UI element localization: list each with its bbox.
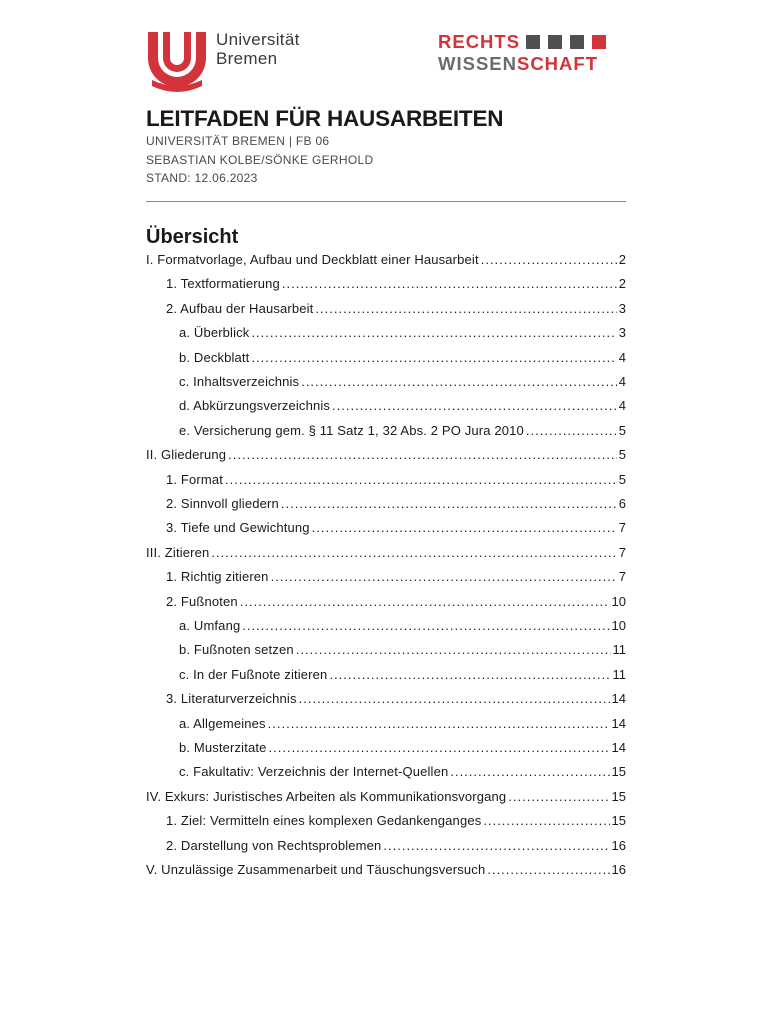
toc-entry-title: c. In der Fußnote zitieren [179, 666, 328, 682]
toc-dot-leader [269, 740, 610, 755]
toc-entry-title: V. Unzulässige Zusammenarbeit und Täuschungsversuch [146, 862, 486, 877]
toc-entry[interactable] [179, 642, 626, 657]
toc-entry[interactable] [166, 594, 626, 609]
toc-entry[interactable] [179, 350, 626, 365]
toc-entry-page: 7 [618, 520, 626, 536]
toc-dot-leader [312, 520, 617, 535]
toc-entry-title: 2. Sinnvoll gliedern [166, 496, 279, 511]
toc-entry[interactable] [146, 545, 626, 560]
toc-entry-page: 5 [618, 471, 626, 487]
toc-entry-title: 2. Fußnoten [166, 593, 238, 609]
logo-square-icon [570, 35, 584, 49]
toc-entry-page: 10 [611, 618, 626, 633]
toc-entry-page: 16 [611, 837, 626, 853]
toc-entry-title: b. Deckblatt [179, 349, 250, 365]
university-name-line2: Bremen [216, 49, 278, 68]
toc-dot-leader [211, 545, 616, 560]
toc-dot-leader [483, 813, 609, 828]
toc-dot-leader [225, 472, 617, 487]
toc-entry-title: I. Formatvorlage, Aufbau und Deckblatt einer Hausarbeit [146, 252, 479, 267]
toc-entry-page: 15 [611, 813, 626, 829]
toc-entry-page: 4 [618, 349, 626, 365]
toc-dot-leader [315, 301, 616, 316]
toc-entry[interactable] [146, 862, 626, 877]
toc-entry[interactable] [166, 520, 626, 535]
logo-square-icon [526, 35, 540, 49]
toc-entry[interactable] [166, 691, 626, 706]
toc-entry-page: 14 [611, 715, 626, 731]
faculty-logo [438, 31, 606, 75]
toc-entry[interactable] [179, 374, 626, 389]
toc-entry-page: 3 [618, 300, 626, 316]
toc-dot-leader [299, 691, 610, 706]
toc-dot-leader [526, 423, 617, 438]
toc-dot-leader [332, 398, 617, 413]
toc-entry[interactable] [166, 276, 626, 291]
toc-entry-title: II. Gliederung [146, 447, 227, 463]
toc-entry-page: 5 [618, 422, 626, 438]
toc-entry-title: III. Zitieren [146, 544, 210, 560]
toc-entry[interactable] [179, 740, 626, 755]
toc-entry[interactable] [179, 716, 626, 731]
toc-entry[interactable] [179, 325, 626, 340]
toc-entry-page: 3 [618, 325, 626, 341]
toc-entry-page: 2 [618, 276, 626, 292]
toc-dot-leader [296, 642, 611, 657]
section-divider [146, 201, 626, 202]
document-meta-line: SEBASTIAN KOLBE/SÖNKE GERHOLD [146, 153, 374, 167]
toc-entry-page: 11 [612, 642, 626, 658]
toc-entry[interactable] [179, 764, 626, 779]
toc-entry-title: b. Fußnoten setzen [179, 642, 294, 658]
toc-entry-page: 5 [618, 447, 626, 463]
toc-entry-title: 2. Aufbau der Hausarbeit [166, 300, 314, 316]
toc-entry[interactable] [179, 423, 626, 438]
toc-entry-title: 3. Literaturverzeichnis [166, 691, 297, 707]
toc-dot-leader [301, 374, 617, 389]
toc-entry-title: a. Überblick [179, 325, 250, 341]
toc-entry-title: 1. Richtig zitieren [166, 569, 269, 585]
toc-dot-leader [383, 838, 609, 853]
toc-entry[interactable] [146, 252, 626, 267]
toc-heading: Übersicht [146, 226, 239, 248]
toc-entry[interactable] [179, 667, 626, 682]
toc-entry[interactable] [166, 813, 626, 828]
toc-entry-page: 10 [611, 593, 626, 609]
toc-entry-title: 2. Darstellung von Rechtsproblemen [166, 837, 382, 853]
toc-entry-title: 1. Format [166, 471, 223, 487]
toc-entry-title: 3. Tiefe und Gewichtung [166, 520, 310, 536]
document-title: LEITFADEN FÜR HAUSARBEITEN [146, 106, 504, 131]
toc-dot-leader [271, 569, 617, 584]
university-logo [146, 30, 300, 92]
document-meta-line: STAND: 12.06.2023 [146, 171, 258, 185]
toc-dot-leader [481, 252, 617, 267]
logo-square-icon [548, 35, 562, 49]
toc-entry[interactable] [146, 447, 626, 462]
toc-entry-page: 4 [618, 374, 626, 389]
toc-entry-page: 4 [618, 398, 626, 414]
toc-dot-leader [268, 716, 610, 731]
toc-dot-leader [251, 325, 616, 340]
toc-dot-leader [450, 764, 609, 779]
toc-entry[interactable] [166, 838, 626, 853]
toc-entry-page: 6 [618, 496, 626, 511]
toc-dot-leader [228, 447, 617, 462]
logo-square-icon [592, 35, 606, 49]
toc-entry-title: d. Abkürzungsverzeichnis [179, 398, 331, 414]
faculty-logo-line2a: WISSEN [438, 53, 517, 74]
toc-entry-title: IV. Exkurs: Juristisches Arbeiten als Kommunikationsvorgang [146, 788, 507, 804]
toc-entry-page: 14 [611, 691, 626, 707]
toc-entry-title: 1. Textformatierung [166, 276, 280, 292]
document-meta-line: UNIVERSITÄT BREMEN | FB 06 [146, 134, 330, 148]
toc-entry-title: c. Fakultativ: Verzeichnis der Internet-Quellen [179, 764, 449, 780]
toc-dot-leader [240, 594, 610, 609]
toc-entry-page: 16 [611, 862, 626, 877]
toc-dot-leader [282, 276, 617, 291]
toc-entry-title: e. Versicherung gem. § 11 Satz 1, 32 Abs. 2 PO Jura 2010 [179, 422, 524, 438]
toc-entry[interactable] [166, 496, 626, 511]
toc-entry-title: c. Inhaltsverzeichnis [179, 374, 300, 389]
faculty-logo-line1: RECHTS [438, 31, 521, 52]
faculty-logo-line2b: SCHAFT [516, 53, 599, 74]
toc-entry[interactable] [166, 569, 626, 584]
toc-entry-page: 7 [618, 544, 626, 560]
toc-entry-page: 14 [611, 740, 626, 755]
toc-entry-title: 1. Ziel: Vermitteln eines komplexen Gedankenganges [166, 813, 482, 829]
toc-entry-page: 2 [618, 252, 626, 267]
toc-dot-leader [251, 350, 616, 365]
toc-entry-title: b. Musterzitate [179, 740, 267, 755]
university-u-emblem-icon [146, 30, 208, 92]
toc-dot-leader [508, 789, 609, 804]
toc-entry-page: 15 [611, 764, 626, 780]
toc-entry-page: 11 [612, 666, 626, 682]
toc-dot-leader [487, 862, 609, 877]
toc-dot-leader [281, 496, 617, 511]
toc-entry[interactable] [166, 472, 626, 487]
toc-entry[interactable] [179, 618, 626, 633]
toc-entry[interactable] [166, 301, 626, 316]
toc-entry[interactable] [146, 789, 626, 804]
toc-entry-title: a. Allgemeines [179, 715, 266, 731]
toc-dot-leader [329, 667, 610, 682]
toc-entry[interactable] [179, 398, 626, 413]
toc-dot-leader [242, 618, 609, 633]
toc-entry-page: 15 [611, 788, 626, 804]
toc-entry-title: a. Umfang [179, 618, 241, 633]
university-name-line1: Universität [216, 30, 300, 49]
toc-entry-page: 7 [618, 569, 626, 585]
